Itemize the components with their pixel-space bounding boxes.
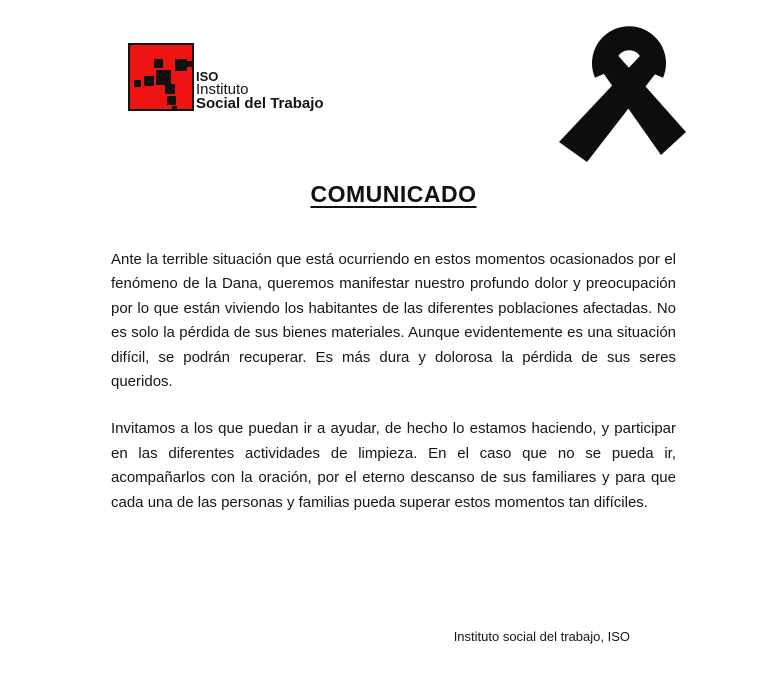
iso-logo-text: [196, 70, 324, 111]
paragraph: Invitamos a los que puedan ir a ayudar, de hecho lo estamos haciendo, y participar en las diferentes actividades de limpieza. En el caso que no se pueda ir, acompañarlos con la oración, por el eterno descanso de sus familiares y para que cada una de las personas y familias pueda superar estos momentos tan difíciles.: [111, 420, 676, 511]
logo-name-line2: Social del Trabajo: [196, 95, 324, 112]
logo-acronym: ISO: [196, 69, 219, 84]
page-title: COMUNICADO: [310, 181, 477, 207]
iso-logo: [128, 43, 368, 113]
document-body: [111, 248, 676, 538]
paragraph: Ante la terrible situación que está ocurriendo en estos momentos ocasionados por el fenómeno de la Dana, queremos manifestar nuestro profundo dolor y preocupación por lo que están viviendo los habitantes de las diferentes poblaciones afectadas. No es solo la pérdida de sus bienes materiales. Aunque evidentemente es una situación difícil, se podrán recuperar. Es más dura y dolorosa la pérdida de sus seres queridos.: [111, 251, 676, 391]
signature-line: Instituto social del trabajo, ISO: [453, 629, 630, 644]
iso-logo-mark: [128, 43, 194, 111]
mourning-ribbon-icon: [557, 22, 692, 167]
logo-name-line1: Instituto: [196, 81, 249, 98]
